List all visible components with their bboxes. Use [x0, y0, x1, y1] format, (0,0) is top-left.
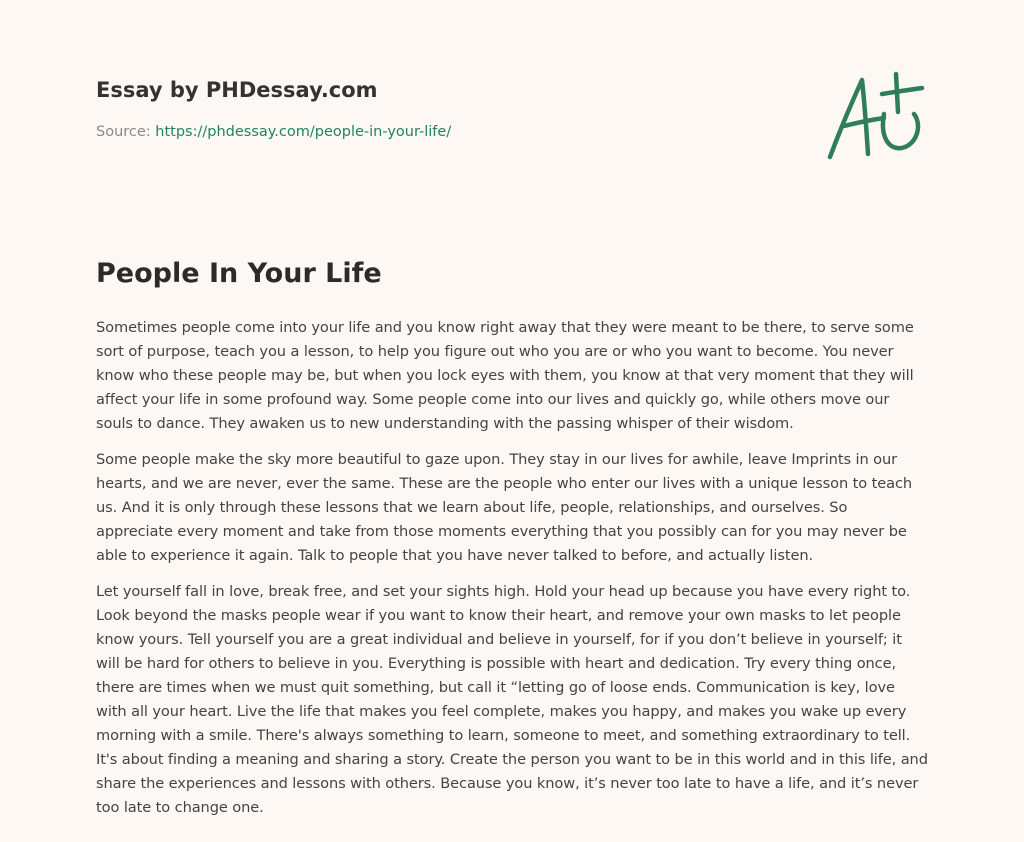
essay-paragraph: Some people make the sky more beautiful to gaze upon. They stay in our lives for awhile, leave Imprints in our hearts, and we are never, ever the same. These are the people who enter our lives with a unique lesson to teach us. And it is only through these lessons that we learn about life, people, relationships, and ourselves. So appreciate every moment and take from those moments everything that you possibly can for you may never be able to experience it again. Talk to people that you have never talked to before, and actually listen. — [96, 451, 913, 564]
a-plus-logo-icon — [822, 68, 926, 164]
essay-content — [96, 256, 928, 832]
essay-paragraph: Sometimes people come into your life and you know right away that they were meant to be there, to serve some sort of purpose, teach you a lesson, to help you figure out who you are or who you want to become. You never know who these people may be, but when you lock eyes with them, you know at that very moment that they will affect your life in some profound way. Some people come into our lives and quickly go, while others move our souls to dance. They awaken us to new understanding with the passing whisper of their wisdom. — [96, 319, 914, 432]
source-label: Source: — [96, 124, 151, 140]
essay-paragraph: Let yourself fall in love, break free, and set your sights high. Hold your head up because you have every right to. Look beyond the masks people wear if you want to know their heart, and remove your own masks to let people know yours. Tell yourself you are a great individual and believe in yourself, for if you don’t believe in yourself; it will be hard for others to believe in you. Everything is possible with heart and dedication. Try every thing once, there are times when we must quit something, but call it “letting go of loose ends. Communication is key, love with all your heart. Live the life that makes you feel complete, makes you happy, and makes you wake up every morning with a smile. There's always something to learn, someone to meet, and something extraordinary to tell. It's about finding a meaning and sharing a story. Create the person you want to be in this world and in this life, and share the experiences and lessons with others. Because you know, it’s never too late to have a life, and it’s never too late to change one. — [96, 583, 928, 816]
source-link[interactable]: https://phdessay.com/people-in-your-life/ — [155, 124, 452, 140]
source-line — [96, 122, 928, 142]
site-title: Essay by PHDessay.com — [96, 78, 378, 102]
header — [96, 76, 928, 142]
page-title: People In Your Life — [96, 258, 382, 289]
